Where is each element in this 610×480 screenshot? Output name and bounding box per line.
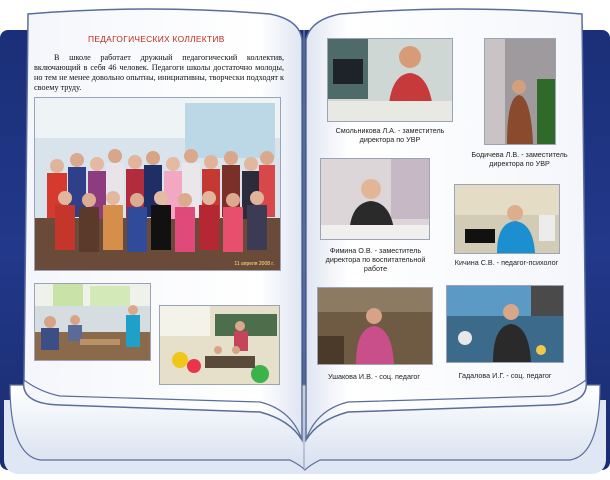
classroom-photo-2 [159,305,280,385]
staff-photo-gadalova [446,285,564,363]
staff-caption: Гадалова И.Г. - соц. педагог [458,371,552,380]
group-photo [34,97,281,271]
staff-caption: Ушакова И.В. - соц. педагог [327,372,421,381]
staff-photo-smolnikova [327,38,453,122]
staff-caption: Бодичева Л.В. - заместитель директора по УВР [471,150,568,168]
staff-caption: Смольникова Л.А. - заместитель директора по УВР [335,126,445,144]
photo-date-stamp: 11 апреля 2008 г. [234,261,274,267]
classroom-photo-1 [34,283,151,361]
staff-caption: Фимина О.В. - заместитель директора по воспитательной работе [325,246,426,273]
staff-photo-fimina [320,158,430,240]
page-title: ПЕДАГОГИЧЕСКИХ КОЛЛЕКТИВ [88,34,225,44]
intro-paragraph: В школе работает дружный педагогический коллектив, включающий в себя 46 человек. Педагоги школы достаточно молоды, но тем не менее довольно опытны, инициативны, творчески подходят к своему труду. [34,53,284,92]
staff-photo-kichina [454,184,560,254]
staff-photo-bodicheva [484,38,556,145]
staff-photo-ushakova [317,287,433,365]
staff-caption: Кичина С.В. - педагог-психолог [454,258,559,267]
